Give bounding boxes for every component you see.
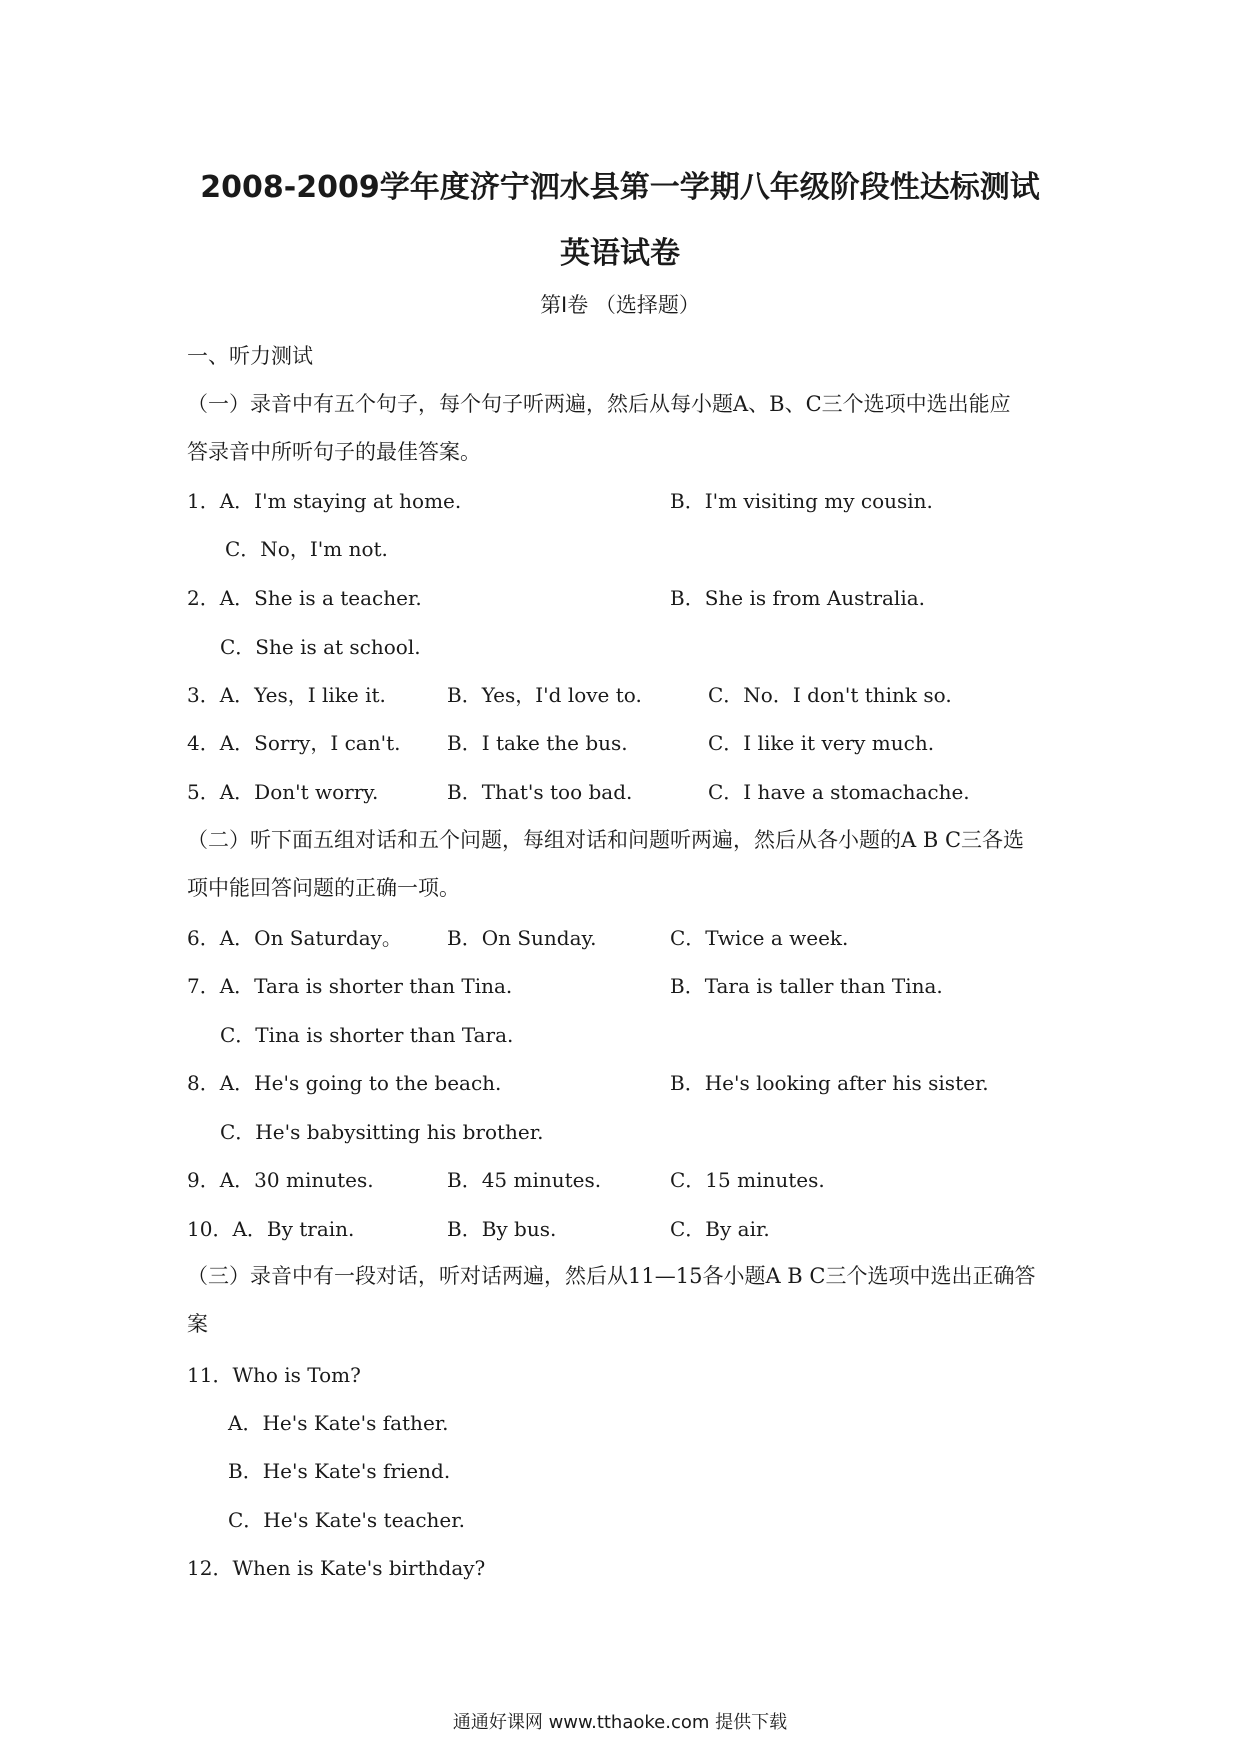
q5-option-b: B．That's too bad. [447, 780, 633, 804]
q4-option-c: C．I like it very much. [708, 731, 935, 755]
q4-option-b: B．I take the bus. [447, 731, 628, 755]
q4-option-a: 4．A．Sorry，I can't. [187, 731, 401, 755]
instruction-2-line-2: 项中能回答问题的正确一项。 [187, 876, 460, 900]
q8-option-b: B．He's looking after his sister. [670, 1071, 989, 1095]
q11-stem: 11．Who is Tom? [187, 1363, 361, 1387]
q11-option-a: A．He's Kate's father. [228, 1411, 449, 1435]
q7-option-b: B．Tara is taller than Tina. [670, 974, 943, 998]
q10-option-c: C．By air. [670, 1217, 770, 1241]
q11-option-b: B．He's Kate's friend. [228, 1459, 451, 1483]
q2-option-b: B．She is from Australia. [670, 586, 925, 610]
instruction-3-line-1: （三）录音中有一段对话，听对话两遍，然后从11—15各小题A B C三个选项中选出正确答 [187, 1264, 1036, 1288]
instruction-2-line-1: （二）听下面五组对话和五个问题，每组对话和问题听两遍，然后从各小题的A B C三各选 [187, 828, 1025, 852]
q8-option-c: C．He's babysitting his brother. [220, 1120, 544, 1144]
q11-option-c: C．He's Kate's teacher. [228, 1508, 465, 1532]
q1-option-b: B．I'm visiting my cousin. [670, 489, 933, 513]
q10-option-b: B．By bus. [447, 1217, 557, 1241]
q5-option-a: 5．A．Don't worry. [187, 780, 379, 804]
section-heading: 第I卷 （选择题） [540, 293, 700, 317]
q9-option-c: C．15 minutes. [670, 1168, 825, 1192]
q12-stem: 12．When is Kate's birthday? [187, 1556, 486, 1580]
q3-option-a: 3．A．Yes，I like it. [187, 683, 386, 707]
exam-subtitle: 英语试卷 [560, 236, 680, 271]
part-heading: 一、听力测试 [187, 344, 313, 368]
q6-option-a: 6．A．On Saturday。 [187, 926, 402, 950]
q6-option-c: C．Twice a week. [670, 926, 849, 950]
q5-option-c: C．I have a stomachache. [708, 780, 970, 804]
q1-option-c: C．No，I'm not. [225, 537, 388, 561]
q2-option-c: C．She is at school. [220, 635, 421, 659]
instruction-1-line-2: 答录音中所听句子的最佳答案。 [187, 440, 481, 464]
q1-option-a: 1．A．I'm staying at home. [187, 489, 462, 513]
instruction-1-line-1: （一）录音中有五个句子，每个句子听两遍，然后从每小题A、B、C三个选项中选出能应 [187, 392, 1011, 416]
q9-option-b: B．45 minutes. [447, 1168, 602, 1192]
q7-option-c: C．Tina is shorter than Tara. [220, 1023, 514, 1047]
q3-option-c: C．No．I don't think so. [708, 683, 952, 707]
q7-option-a: 7．A．Tara is shorter than Tina. [187, 974, 513, 998]
page-footer: 通通好课网 www.tthaoke.com 提供下载 [452, 1712, 788, 1733]
q8-option-a: 8．A．He's going to the beach. [187, 1071, 502, 1095]
exam-title: 2008-2009学年度济宁泗水县第一学期八年级阶段性达标测试 [200, 170, 1040, 205]
q10-option-a: 10．A．By train. [187, 1217, 355, 1241]
instruction-3-line-2: 案 [187, 1312, 208, 1336]
q2-option-a: 2．A．She is a teacher. [187, 586, 422, 610]
q9-option-a: 9．A．30 minutes. [187, 1168, 374, 1192]
q6-option-b: B．On Sunday. [447, 926, 597, 950]
q3-option-b: B．Yes，I'd love to. [447, 683, 642, 707]
